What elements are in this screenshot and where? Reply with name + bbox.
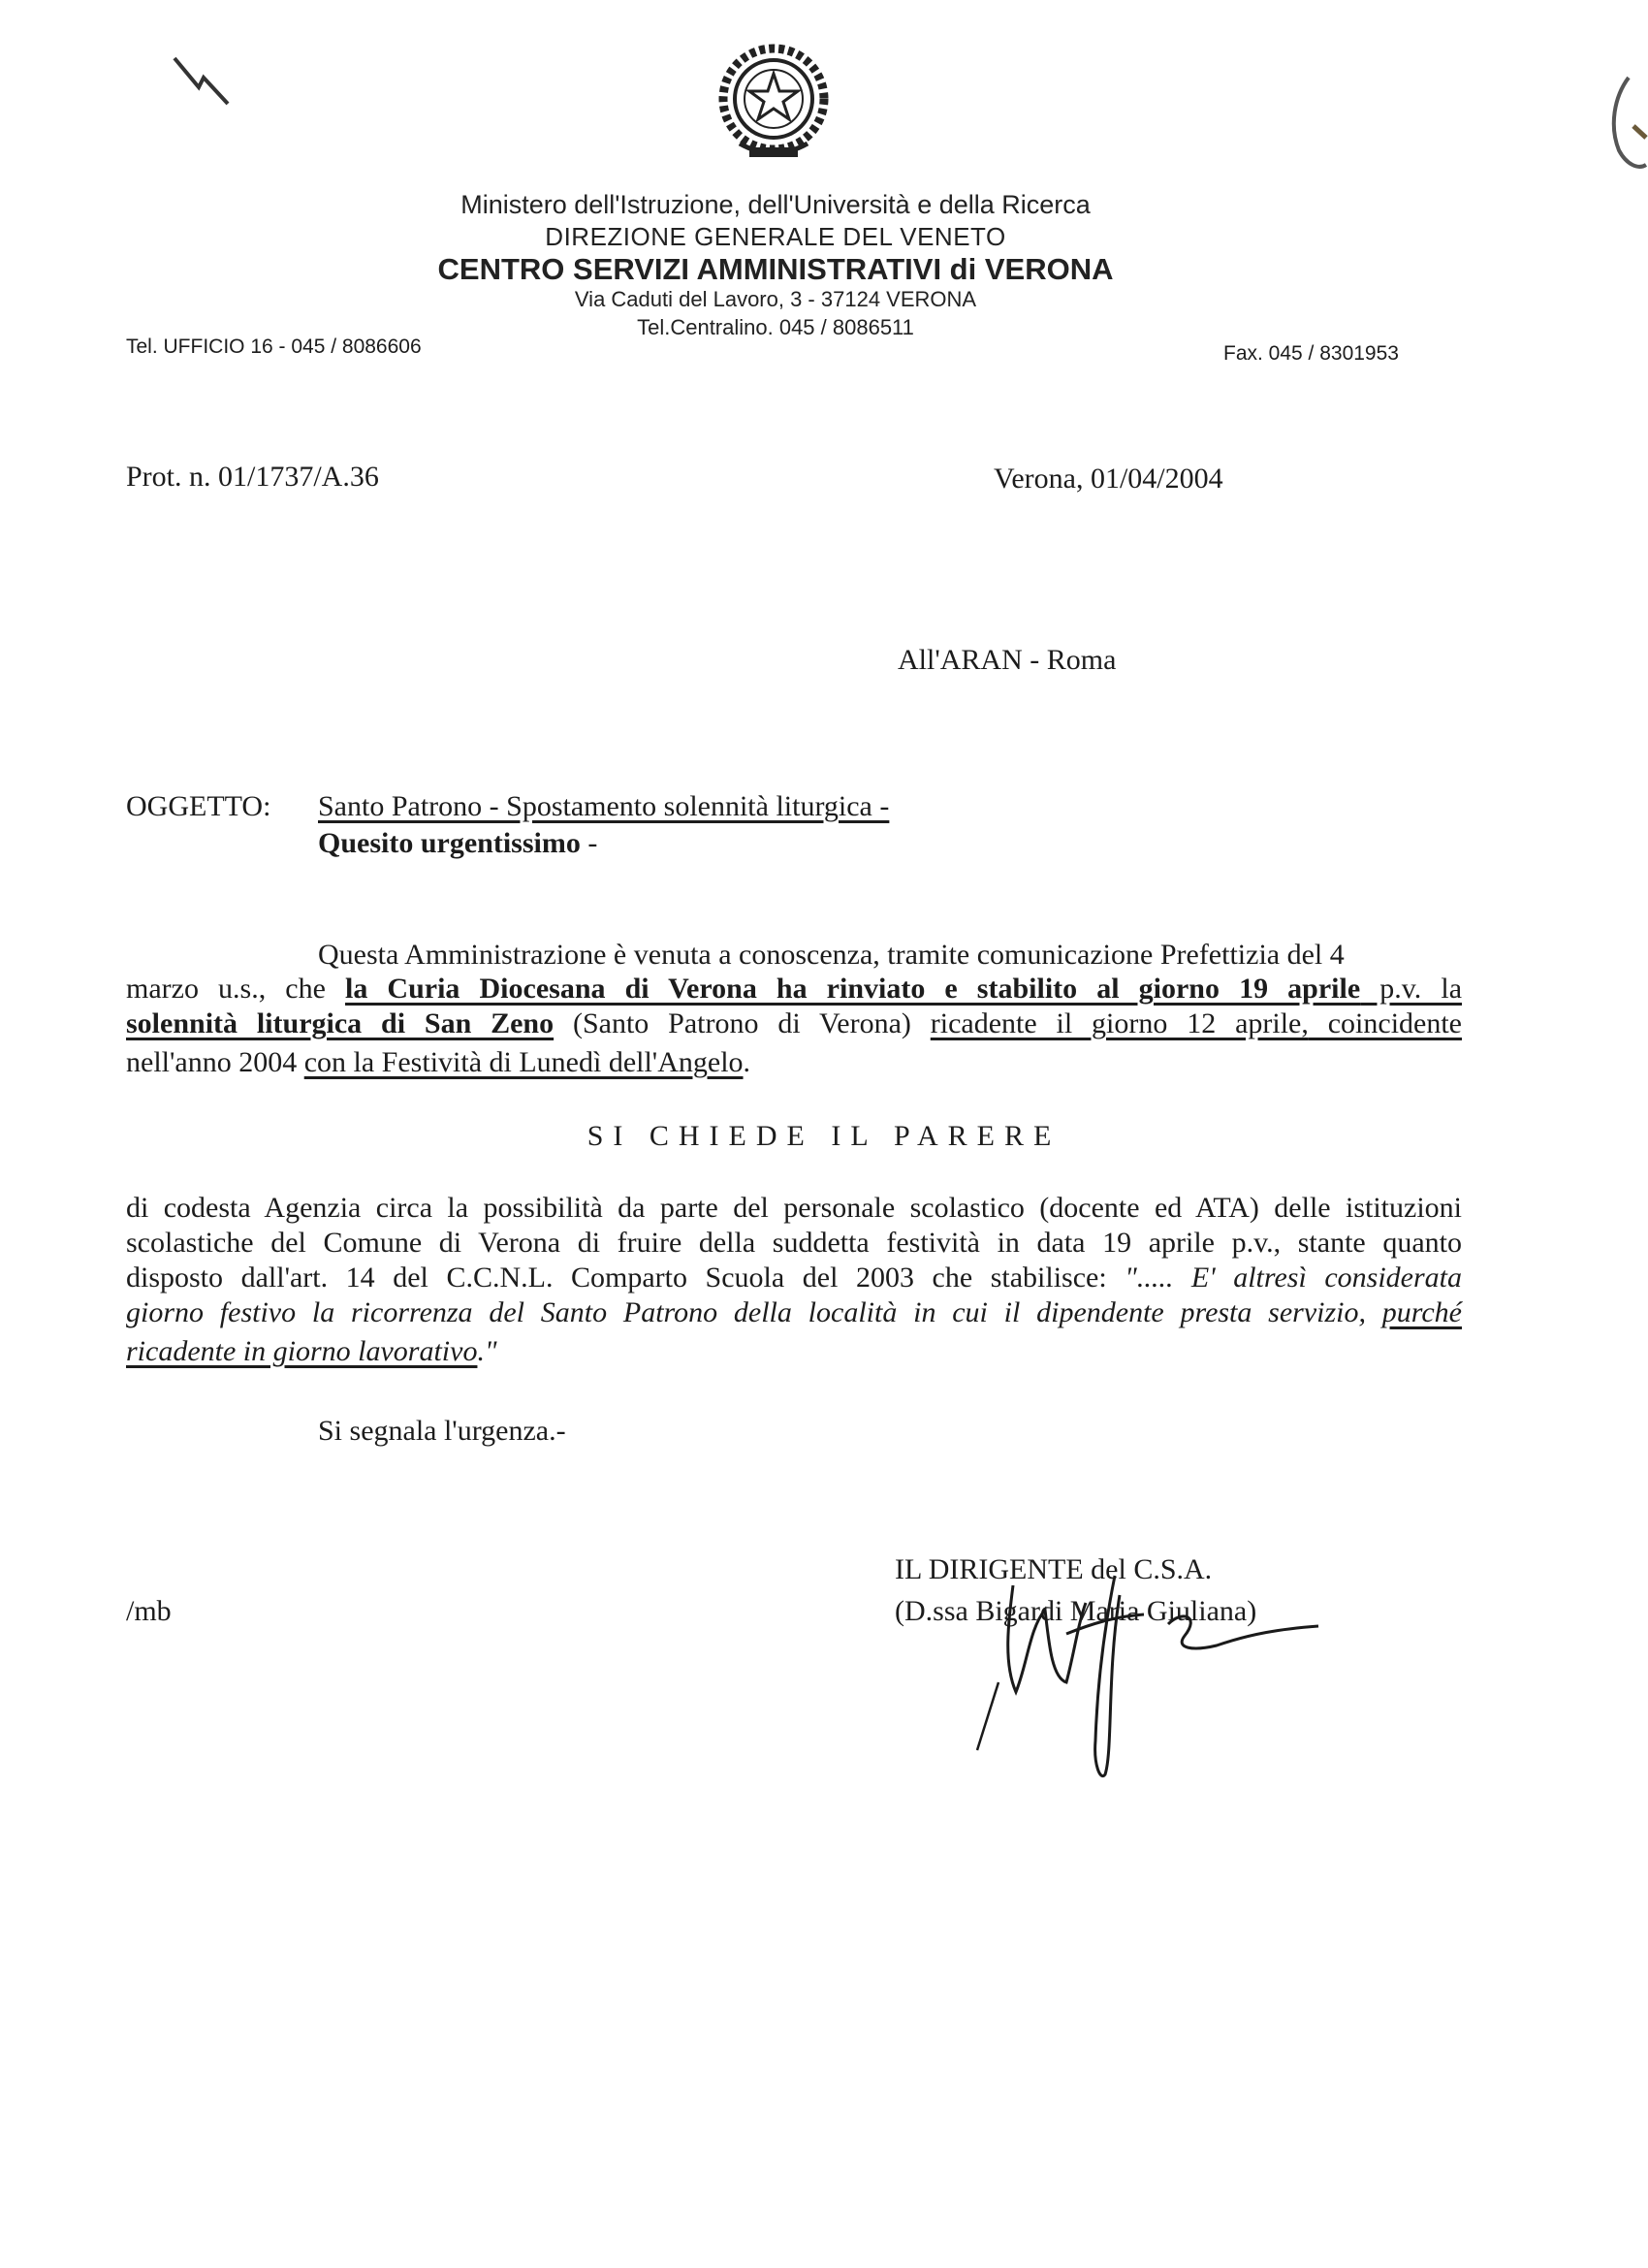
subject-line-1: Santo Patrono - Spostamento solennità liturgica - [318, 790, 890, 822]
switchboard-phone: Tel.Centralino. 045 / 8086511 [637, 315, 914, 339]
office-phone: Tel. UFFICIO 16 - 045 / 8086606 [126, 335, 422, 358]
direction-name: DIREZIONE GENERALE DEL VENETO [545, 222, 1006, 251]
paragraph-2-line-2: scolastiche del Comune di Verona di fruire della suddetta festività in data 19 aprile p.v., stante quanto [126, 1227, 1462, 1259]
subject-line-2: Quesito urgentissimo - [318, 827, 598, 859]
paragraph-1-line-4: nell'anno 2004 con la Festività di Lunedì dell'Angelo. [126, 1046, 751, 1078]
signatory-name: (D.ssa Bigardi Maria Giuliana) [895, 1595, 1257, 1627]
place-date: Verona, 01/04/2004 [994, 463, 1223, 495]
paragraph-2-line-4: giorno festivo la ricorrenza del Santo Patrono della località in cui il dipendente presta servizio, purché [126, 1296, 1462, 1328]
signatory-title: IL DIRIGENTE del C.S.A. [895, 1553, 1213, 1585]
paragraph-1-line-3: solennità liturgica di San Zeno (Santo Patrono di Verona) ricadente il giorno 12 aprile, coincidente [126, 1007, 1462, 1039]
paragraph-2-line-1: di codesta Agenzia circa la possibilità da parte del personale scolastico (docente ed ATA) delle istituzioni [126, 1192, 1462, 1224]
pen-stroke-mark [170, 53, 238, 112]
staple-mark [1590, 68, 1648, 175]
protocol-number: Prot. n. 01/1737/A.36 [126, 461, 379, 493]
handwritten-signature [960, 1556, 1328, 1789]
paragraph-2-line-5: ricadente in giorno lavorativo." [126, 1335, 497, 1367]
paragraph-1-line-2: marzo u.s., che la Curia Diocesana di Verona ha rinviato e stabilito al giorno 19 aprile p.v. la [126, 973, 1463, 1005]
request-heading: SI CHIEDE IL PARERE [586, 1120, 1062, 1152]
fax-number: Fax. 045 / 8301953 [1223, 342, 1399, 365]
urgency-note: Si segnala l'urgenza.- [318, 1415, 566, 1447]
office-address: Via Caduti del Lavoro, 3 - 37124 VERONA [574, 287, 977, 311]
ministry-name: Ministero dell'Istruzione, dell'Università e della Ricerca [460, 190, 1091, 219]
recipient: All'ARAN - Roma [898, 644, 1117, 676]
typist-initials: /mb [126, 1595, 172, 1627]
paragraph-2-line-3: disposto dall'art. 14 del C.C.N.L. Comparto Scuola del 2003 che stabilisce: "..... E' altresì considerata [126, 1262, 1462, 1294]
italian-republic-emblem-icon [711, 39, 837, 170]
subject-label: OGGETTO: [126, 790, 271, 822]
paragraph-1-line-1: Questa Amministrazione è venuta a conoscenza, tramite comunicazione Prefettizia del 4 [318, 939, 1345, 971]
centre-name: CENTRO SERVIZI AMMINISTRATIVI di VERONA [437, 252, 1114, 286]
